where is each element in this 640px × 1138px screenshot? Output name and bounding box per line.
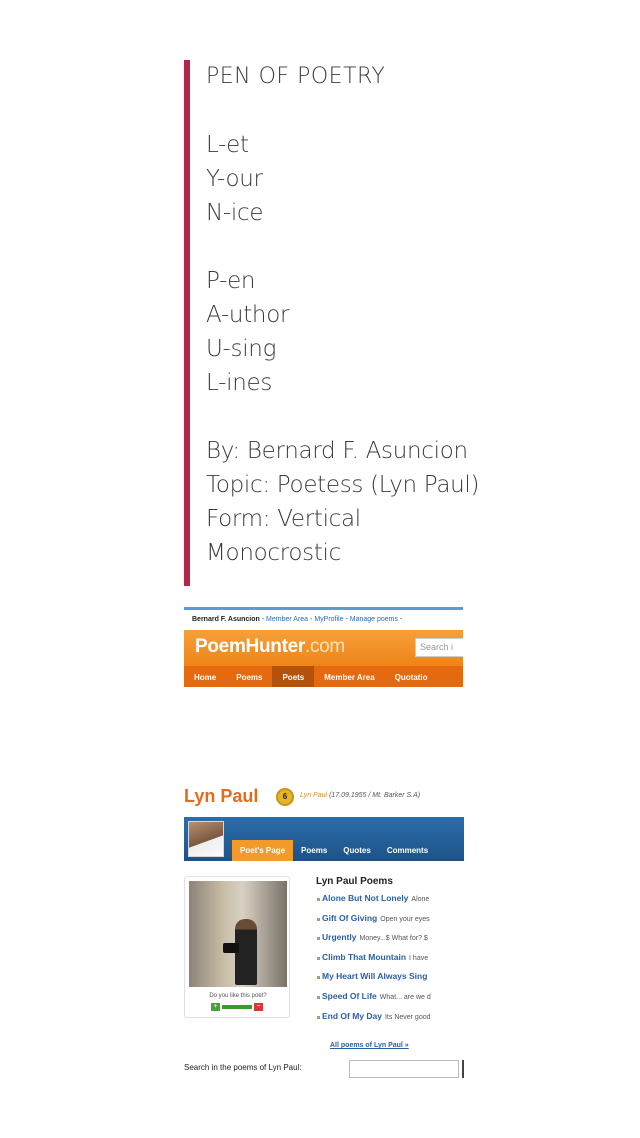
list-item[interactable]: Gift Of Giving Open your eyes — [316, 913, 464, 933]
site-logo[interactable]: PoemHunter.com — [195, 636, 345, 657]
list-item[interactable]: Urgently Money...$ What for? $ — [316, 932, 464, 952]
poem-credit-author: By: Bernard F. Asuncion — [206, 438, 468, 464]
poet-tab-bar — [184, 817, 464, 861]
poem-line: U-sing — [206, 336, 277, 362]
nav-member-area[interactable]: Member Area — [324, 673, 375, 682]
poems-heading: Lyn Paul Poems — [316, 876, 393, 887]
vote-down-button[interactable]: − — [254, 1003, 263, 1011]
poemhunter-header — [184, 607, 463, 687]
tab-poems[interactable]: Poems — [301, 846, 328, 855]
tab-quotes[interactable]: Quotes — [343, 846, 371, 855]
member-area-link[interactable]: Member Area — [266, 616, 309, 623]
list-item[interactable]: End Of My Day Its Never good — [316, 1011, 464, 1031]
poem-line: P-en — [206, 268, 256, 294]
main-nav — [184, 666, 463, 687]
poem-credit-form: Form: Vertical — [206, 506, 361, 532]
list-item[interactable]: My Heart Will Always Sing — [316, 971, 464, 991]
vote-widget — [211, 1003, 263, 1011]
poet-tabs — [232, 840, 436, 861]
rank-badge-icon: 6 — [276, 788, 294, 806]
poet-subtitle: Lyn Paul (17.09.1955 / Mt. Barker S.A) — [300, 792, 421, 799]
poem-line: A-uthor — [206, 302, 290, 328]
poem-line: N-ice — [206, 200, 264, 226]
poem-block — [184, 60, 504, 586]
camera-icon — [223, 943, 239, 953]
nav-poems[interactable]: Poems — [236, 673, 263, 682]
poem-credit-topic: Topic: Poetess (Lyn Paul) — [206, 472, 480, 498]
list-item[interactable]: Climb That Mountain I have — [316, 952, 464, 972]
my-profile-link[interactable]: MyProfile — [314, 616, 344, 623]
manage-poems-link[interactable]: Manage poems — [349, 616, 398, 623]
user-name[interactable]: Bernard F. Asuncion — [192, 616, 260, 623]
poet-subtitle-link[interactable]: Lyn Paul — [300, 792, 328, 799]
logo-row — [184, 630, 463, 666]
poem-line: Y-our — [206, 166, 263, 192]
poet-search-input[interactable] — [349, 1060, 459, 1078]
nav-quotations[interactable]: Quotatio — [394, 673, 428, 682]
avatar — [188, 821, 224, 857]
poems-list — [316, 876, 464, 1030]
poet-search-label: Search in the poems of Lyn Paul: — [184, 1063, 302, 1072]
poet-title-row — [184, 780, 464, 816]
poem-line: L-ines — [206, 370, 273, 396]
search-input[interactable]: Search i — [415, 638, 463, 657]
poem-title: PEN OF POETRY — [206, 64, 386, 89]
tab-poets-page[interactable]: Poet's Page — [232, 840, 293, 861]
vote-meter — [222, 1005, 252, 1009]
nav-poets[interactable]: Poets — [272, 666, 314, 687]
poet-photo[interactable] — [189, 881, 287, 987]
poem-credit-form-cont: Monocrostic — [206, 540, 341, 566]
poet-page — [184, 780, 464, 1080]
poem-line: L-et — [206, 132, 249, 158]
list-item[interactable]: Alone But Not Lonely Alone — [316, 893, 464, 913]
tab-comments[interactable]: Comments — [386, 846, 429, 855]
nav-home[interactable]: Home — [194, 673, 217, 682]
list-item[interactable]: Speed Of Life What... are we d — [316, 991, 464, 1011]
poet-photo-card — [184, 876, 290, 1018]
user-bar: Bernard F. Asuncion - Member Area - MyProfile - Manage poems - — [192, 616, 403, 623]
vote-up-button[interactable]: + — [211, 1003, 220, 1011]
poet-search — [184, 1060, 464, 1080]
vote-label: Do you like this poet? — [209, 993, 267, 999]
poet-name: Lyn Paul — [184, 786, 259, 806]
all-poems-link[interactable]: All poems of Lyn Paul » — [330, 1042, 409, 1049]
poet-search-button[interactable] — [462, 1060, 464, 1078]
